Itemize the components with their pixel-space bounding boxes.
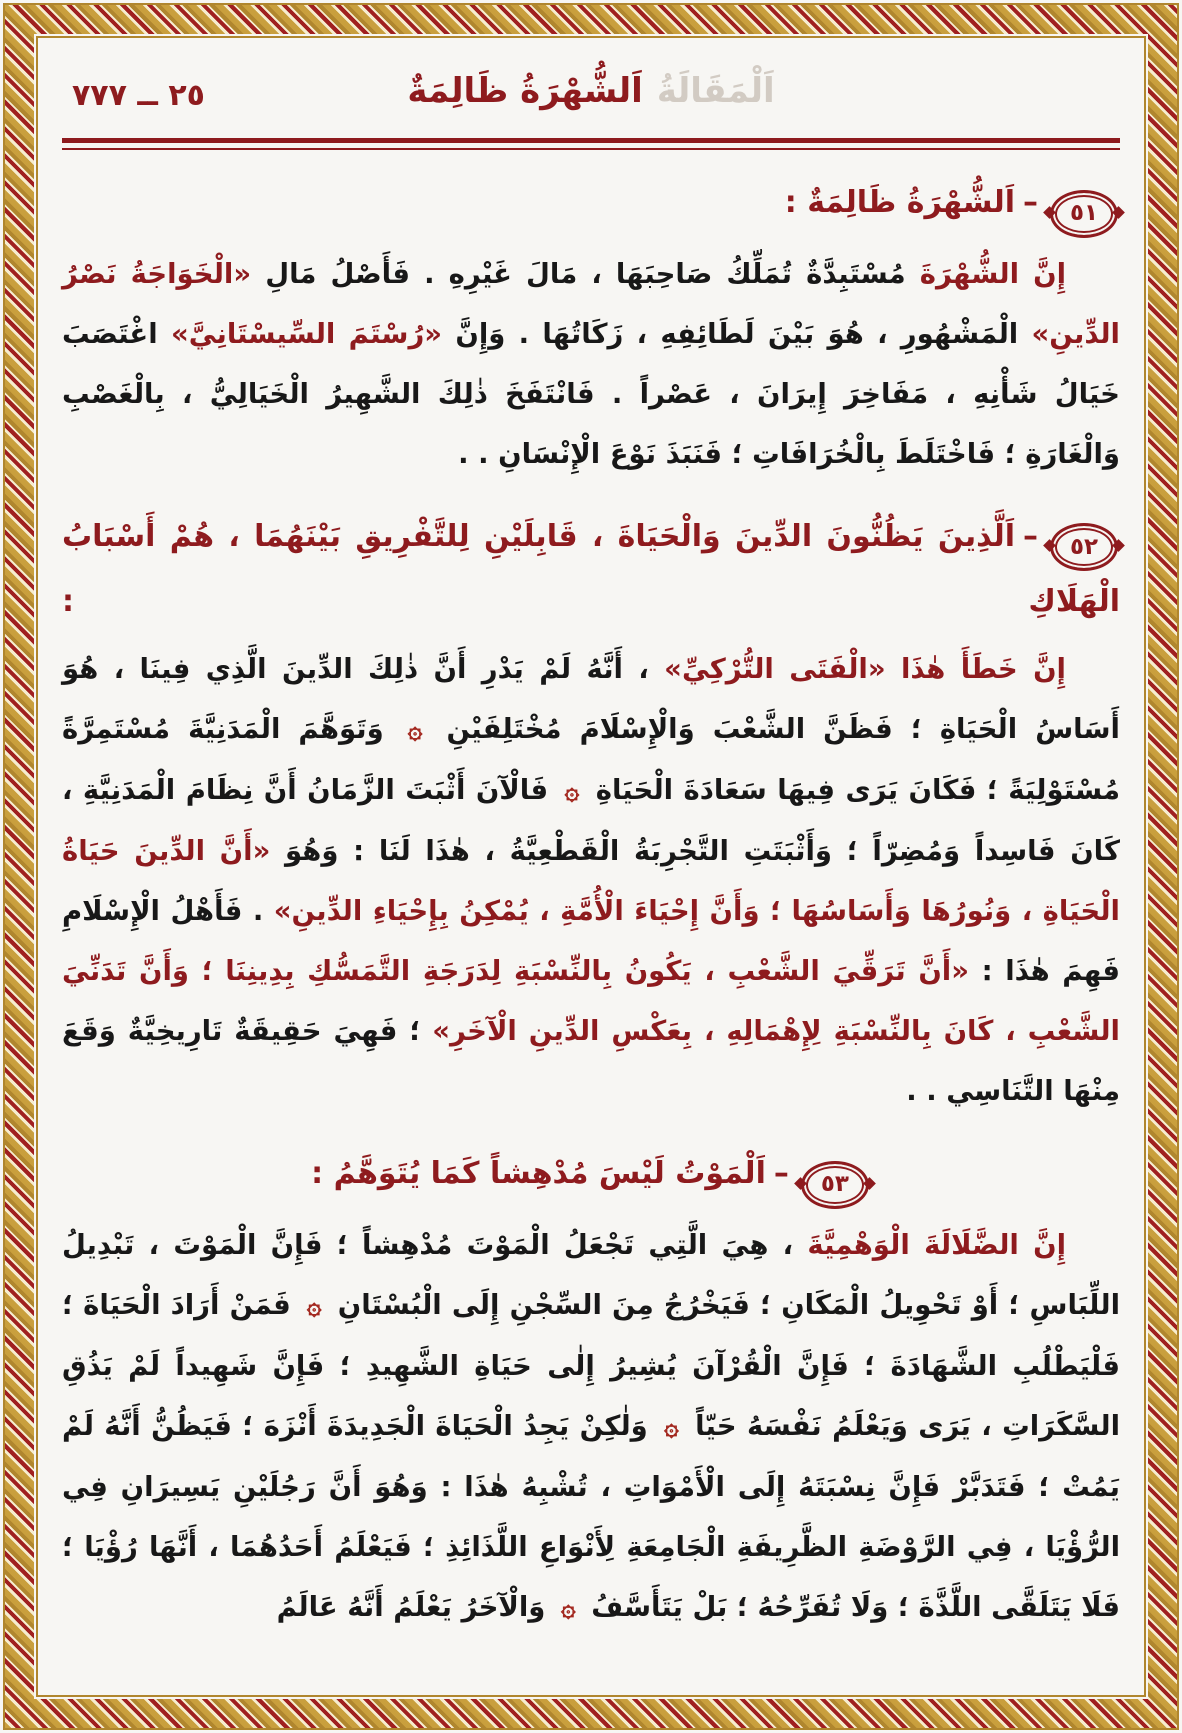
section-51-heading [62, 172, 1120, 238]
text-segment: اغْتَصَبَ خَيَالُ شَأْنِهِ ، مَفَاخِرَ إِيرَانَ ، عَصْراً . فَانْتَفَخَ ذٰلِكَ الشَّهِيرُ الْخَيَالِيُّ ، بِالْغَصْبِ وَالْغَارَةِ ؛ فَاخْتَلَطَ بِالْخُرَافَاتِ ؛ فَنَبَذَ نَوْعَ الْإِنْسَانِ . . [62, 317, 1120, 470]
header-divider [62, 138, 1120, 150]
text-segment: ، هِيَ الَّتِي تَجْعَلُ الْمَوْتَ مُدْهِشاً ؛ فَإِنَّ الْمَوْتَ ، تَبْدِيلُ اللِّبَاسِ ؛ أَوْ تَحْوِيلُ الْمَكَانِ ؛ فَيَخْرُجُ مِنَ السِّجْنِ إِلَى الْبُسْتَانِ [62, 1228, 1120, 1321]
rosette-icon: ۞ [560, 1592, 576, 1622]
section-number-badge [1050, 190, 1118, 238]
text-segment: وَالْآخَرُ يَعْلَمُ أَنَّهُ عَالَمُ [276, 1590, 555, 1623]
section-number-badge [1050, 523, 1118, 571]
section-heading-text-line2: الْهَلَاكِ : [62, 584, 1120, 619]
paragraph [62, 244, 1120, 484]
section-53-heading [62, 1143, 1120, 1209]
text-segment: الْمَشْهُورِ ، هُوَ بَيْنَ لَطَائِفِهِ ، زَكَاتُهَا . وَإِنَّ [442, 317, 1019, 350]
text-segment: ، أَنَّهُ لَمْ يَدْرِ أَنَّ ذٰلِكَ الدِّينَ الَّذِي فِينَا ، هُوَ أَسَاسُ الْحَيَاةِ ؛ فَظَنَّ الشَّعْبَ وَالْإِسْلَامَ مُخْتَلِفَيْنِ [62, 653, 1120, 745]
text-segment: وَلٰكِنْ يَجِدُ الْحَيَاةَ الْجَدِيدَةَ أَنْزَهَ ؛ فَيَظُنُّ أَنَّهُ لَمْ يَمُتْ ؛ فَتَدَبَّرْ فَإِنَّ نِسْبَتَهُ إِلَى الْأَمْوَاتِ ، تُشْبِهُ هٰذَا : وَهُوَ أَنَّ رَجُلَيْنِ يَسِيرَانِ فِي الرُّؤْيَا ، فِي الرَّوْضَةِ الظَّرِيفَةِ الْجَامِعَةِ لِأَنْوَاعِ اللَّذَائِذِ ؛ فَيَعْلَمُ أَحَدُهُمَا ، أَنَّهَا رُؤْيَا ؛ فَلَا يَتَلَقَّى اللَّذَّةَ ؛ وَلَا تُفَرِّحُهُ ؛ بَلْ يَتَأَسَّفُ [62, 1409, 1120, 1623]
text-segment: إِنَّ الضَّلَالَةَ الْوَهْمِيَّةَ [793, 1228, 1066, 1261]
rosette-icon: ۞ [306, 1290, 322, 1320]
rosette-icon: ۞ [407, 715, 423, 744]
section-number: ٥١ [1069, 200, 1099, 226]
page-title-main: اَلشُّهْرَةُ ظَالِمَةٌ [407, 71, 643, 111]
paragraph [62, 639, 1120, 1121]
rosette-icon: ۞ [664, 1411, 679, 1441]
page-title [62, 52, 1120, 114]
paragraph [62, 1215, 1120, 1638]
heading-dash: – [1023, 185, 1038, 220]
section-heading-text: اَلشُّهْرَةُ ظَالِمَةٌ : [784, 185, 1015, 220]
section-52-heading [62, 506, 1120, 634]
text-segment: «رُسْتَمَ السِّيسْتَانِيَّ» [157, 317, 443, 350]
heading-dash: – [773, 1156, 789, 1191]
heading-dash: – [1023, 518, 1038, 554]
section-heading-text: اَلَّذِينَ يَظُنُّونَ الدِّينَ وَالْحَيَاةَ ، قَابِلَيْنِ لِلتَّفْرِيقِ بَيْنَهُمَا ، هُمْ أَسْبَابُ [62, 518, 1015, 554]
text-segment: فَمَنْ أَرَادَ الْحَيَاةَ ؛ فَلْيَطْلُبِ الشَّهَادَةَ ؛ فَإِنَّ الْقُرْآنَ يُشِيرُ إِلٰى حَيَاةِ الشَّهِيدِ ؛ فَإِنَّ شَهِيداً لَمْ يَذُقِ السَّكَرَاتِ ، يَرَى وَيَعْلَمُ نَفْسَهُ حَيّاً [62, 1288, 1120, 1442]
page-header [62, 52, 1120, 126]
text-segment: «أَنَّ تَرَقِّيَ الشَّعْبِ ، يَكُونُ بِالنِّسْبَةِ لِدَرَجَةِ التَّمَسُّكِ بِدِينِنَا ؛ وَأَنَّ تَدَنِّيَ الشَّعْبِ ، كَانَ بِالنِّسْبَةِ لِإِهْمَالِهِ ، بِعَكْسِ الدِّينِ الْآخَرِ» [62, 955, 1120, 1047]
page-title-ghost: اَلْمَقَالَةُ [656, 71, 775, 111]
rosette-icon: ۞ [564, 776, 580, 805]
section-number: ٥٣ [820, 1171, 849, 1197]
text-segment: إِنَّ الشُّهْرَةَ [905, 257, 1067, 290]
text-segment: إِنَّ خَطَأَ هٰذَا «الْفَتَى التُّرْكِيِّ» [648, 653, 1066, 685]
text-segment: وَتَوَهَّمَ الْمَدَنِيَّةَ مُسْتَمِرَّةً مُسْتَوْلِيَةً ؛ فَكَانَ يَرَى فِيهَا سَعَادَةَ الْحَيَاةِ [62, 713, 1120, 806]
text-segment: . فَأَهْلُ الْإِسْلَامِ فَهِمَ هٰذَا : [62, 895, 1120, 987]
text-segment: مُسْتَبِدَّةٌ تُمَلِّكُ صَاحِبَهَا ، مَالَ غَيْرِهِ . فَأَصْلُ مَالِ [251, 257, 906, 290]
section-heading-text: اَلْمَوْتُ لَيْسَ مُدْهِشاً كَمَا يُتَوَهَّمُ : [311, 1156, 766, 1191]
text-segment: «الْخَوَاجَةُ نَصْرُ الدِّينِ» [62, 257, 1120, 350]
section-number-badge [801, 1161, 869, 1209]
text-segment: «أَنَّ الدِّينَ حَيَاةُ الْحَيَاةِ ، وَنُورُهَا وَأَسَاسُهَا ؛ وَأَنَّ إِحْيَاءَ الْأُمَّةِ ، يُمْكِنُ بِإِحْيَاءِ الدِّينِ» [62, 835, 1120, 927]
section-number: ٥٢ [1069, 533, 1099, 560]
text-segment: فَالْآنَ أَثْبَتَ الزَّمَانُ أَنَّ نِظَامَ الْمَدَنِيَّةِ ، كَانَ فَاسِداً وَمُضِرّاً ؛ وَأَثْبَتَتِ التَّجْرِبَةُ الْقَطْعِيَّةُ ، هٰذَا لَنَا : وَهُوَ [62, 774, 1120, 867]
page-number: ٢٥ ــ ٧٧٧ [72, 78, 205, 113]
page-content [62, 52, 1120, 1691]
text-segment: ؛ فَهِيَ حَقِيقَةٌ تَارِيخِيَّةٌ وَقَعَ مِنْهَا التَّنَاسِي . . [62, 1015, 1120, 1107]
